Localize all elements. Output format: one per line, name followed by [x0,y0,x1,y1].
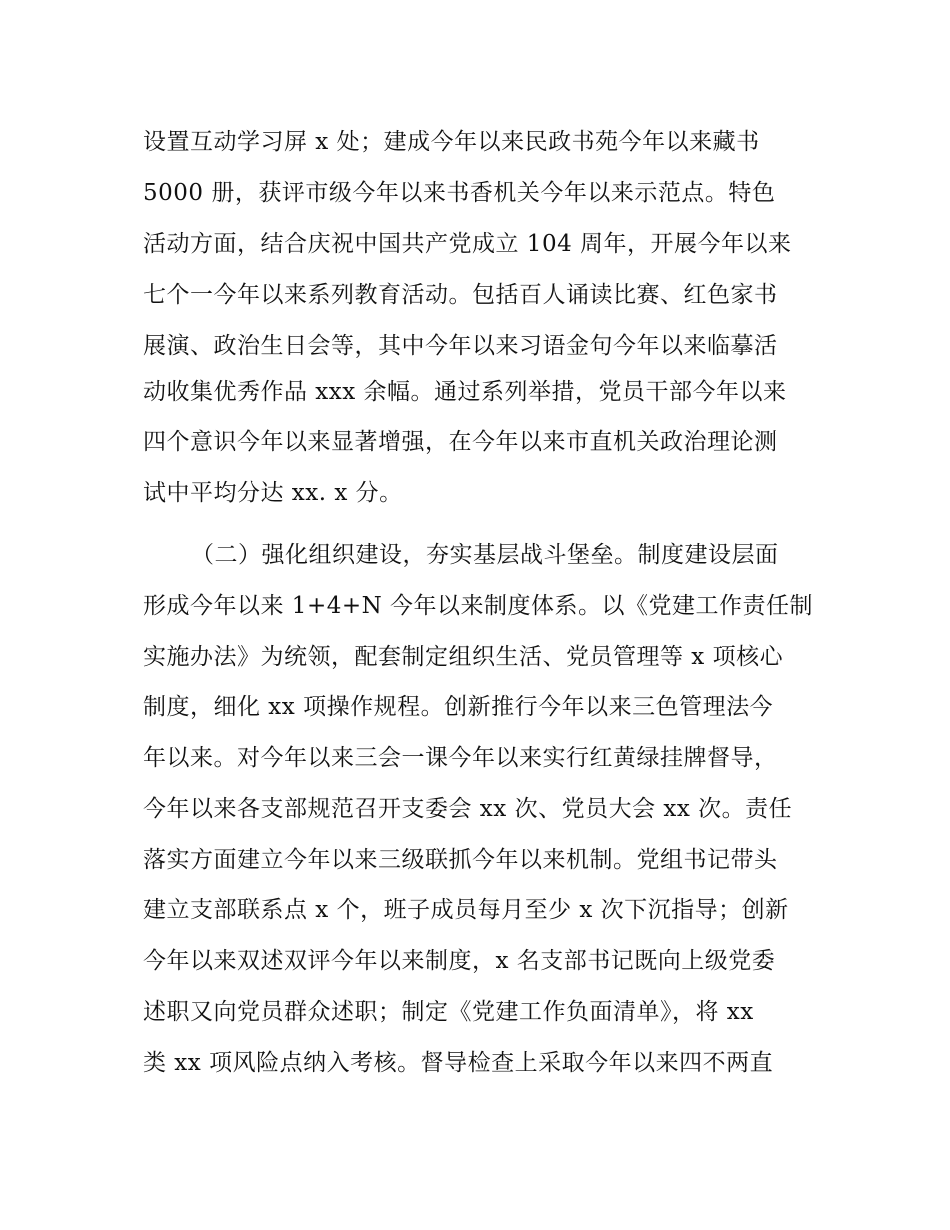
text-line: 试中平均分达 xx. x 分。 [143,480,403,506]
text-line: 类 xx 项风险点纳入考核。督导检查上采取今年以来四不两直 [143,1050,774,1076]
text-line-indented: （二）强化组织建设，夯实基层战斗堡垒。制度建设层面 [191,542,779,568]
text-line: 展演、政治生日会等，其中今年以来习语金句今年以来临摹活 [143,333,778,359]
text-line: 活动方面，结合庆祝中国共产党成立 104 周年，开展今年以来 [143,231,792,257]
text-line: 落实方面建立今年以来三级联抓今年以来机制。党组书记带头 [143,847,778,873]
text-line: 制度，细化 xx 项操作规程。创新推行今年以来三色管理法今 [143,694,774,720]
text-line: 5000 册，获评市级今年以来书香机关今年以来示范点。特色 [143,180,776,206]
text-line: 形成今年以来 1+4+N 今年以来制度体系。以《党建工作责任制 [143,593,814,619]
text-line: 年以来。对今年以来三会一课今年以来实行红黄绿挂牌督导， [143,745,778,771]
text-line: 今年以来各支部规范召开支委会 xx 次、党员大会 xx 次。责任 [143,796,793,822]
text-line: 建立支部联系点 x 个，班子成员每月至少 x 次下沉指导；创新 [143,897,789,923]
text-line: 四个意识今年以来显著增强，在今年以来市直机关政治理论测 [143,429,778,455]
text-line: 实施办法》为统领，配套制定组织生活、党员管理等 x 项核心 [143,644,784,670]
text-line: 动收集优秀作品 xxx 余幅。通过系列举措，党员干部今年以来 [143,379,787,405]
text-line: 设置互动学习屏 x 处；建成今年以来民政书苑今年以来藏书 [143,129,760,155]
text-line: 今年以来双述双评今年以来制度，x 名支部书记既向上级党委 [143,948,776,974]
text-line: 七个一今年以来系列教育活动。包括百人诵读比赛、红色家书 [143,282,778,308]
text-line: 述职又向党员群众述职；制定《党建工作负面清单》，将 xx [143,999,754,1025]
